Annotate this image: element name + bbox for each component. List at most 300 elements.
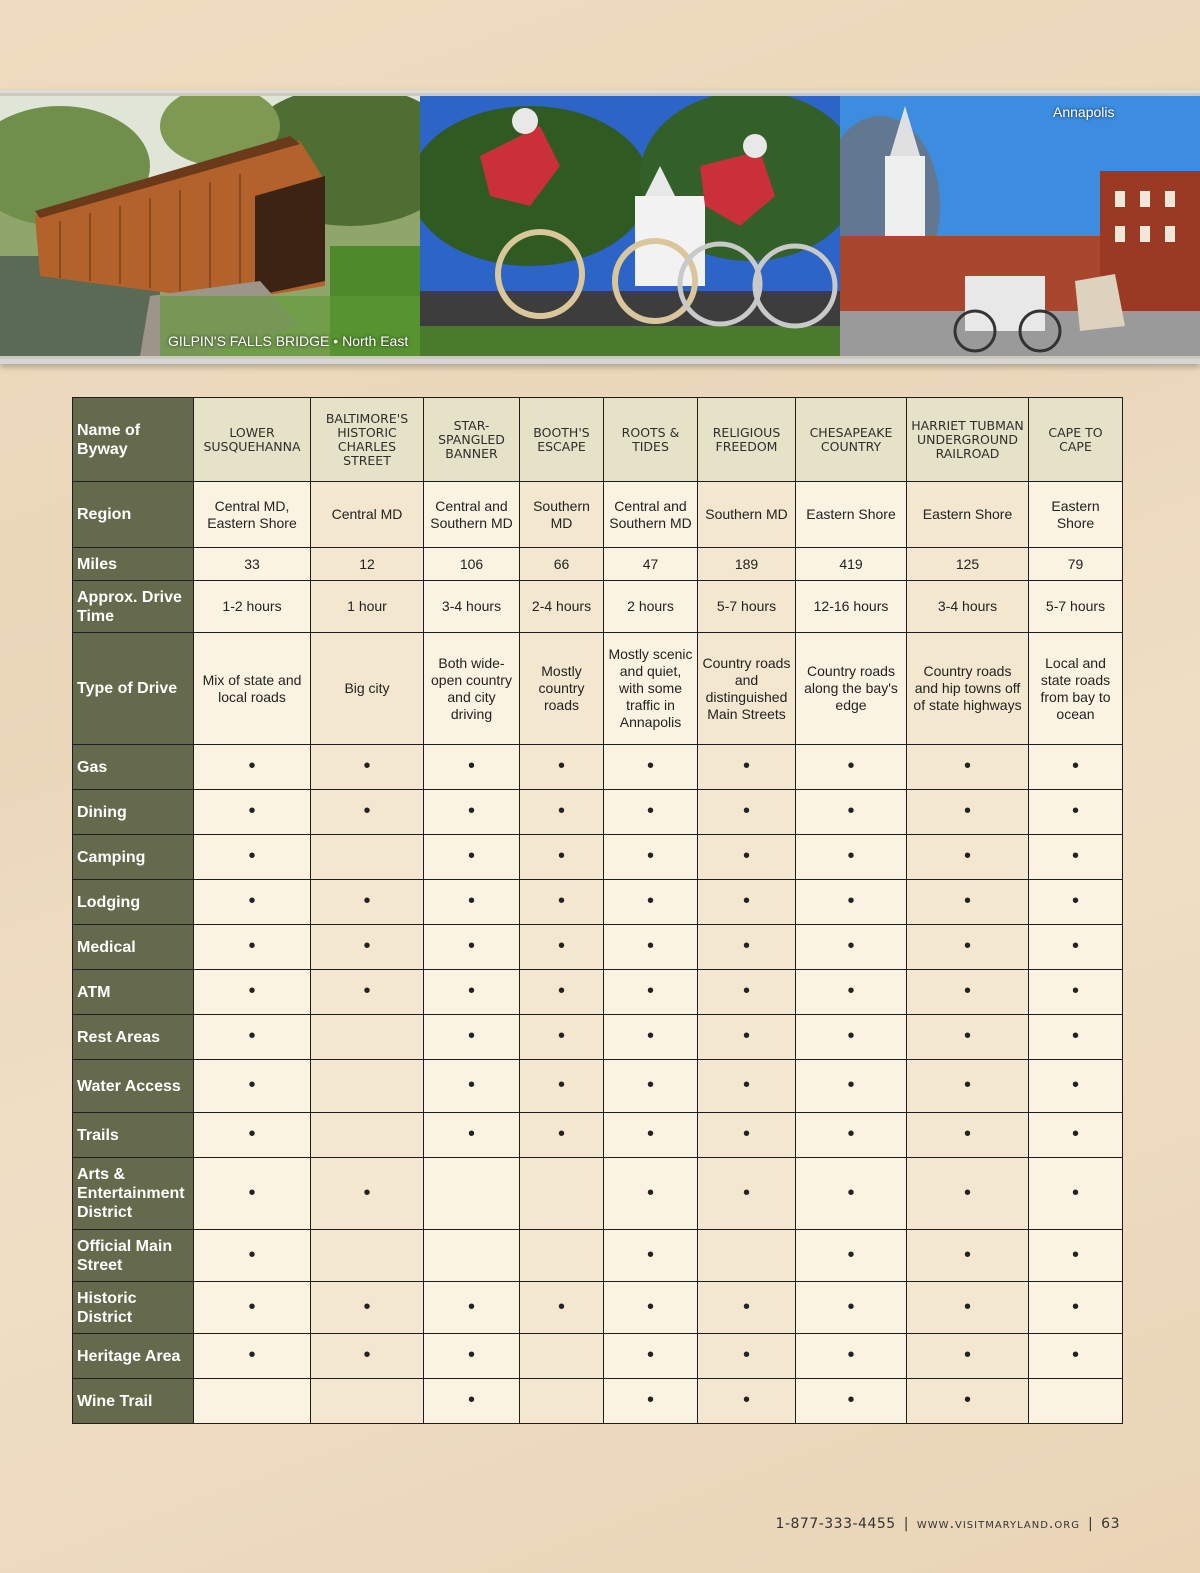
table-cell — [424, 1158, 520, 1230]
cyclists-photo — [420, 96, 840, 356]
table-cell — [424, 880, 520, 925]
row-medical — [73, 925, 1123, 970]
row-trails — [73, 1113, 1123, 1158]
available-bullet: • — [557, 755, 565, 777]
row-label: Dining — [73, 790, 194, 835]
row-water-access — [73, 1060, 1123, 1113]
table-cell — [520, 970, 604, 1015]
available-bullet: • — [646, 1344, 654, 1366]
available-bullet: • — [467, 755, 475, 777]
footer-separator: | — [903, 1516, 909, 1532]
table-cell — [604, 1015, 698, 1060]
table-cell — [1029, 925, 1123, 970]
table-cell — [424, 1282, 520, 1334]
phone-number: 1-877-333-4455 — [775, 1516, 896, 1532]
available-bullet: • — [646, 1074, 654, 1096]
table-cell — [604, 745, 698, 790]
table-cell — [1029, 1282, 1123, 1334]
table-cell — [194, 1379, 311, 1424]
available-bullet: • — [646, 755, 654, 777]
table-cell — [907, 925, 1029, 970]
table-cell: Eastern Shore — [907, 482, 1029, 548]
available-bullet: • — [847, 1123, 855, 1145]
available-bullet: • — [248, 755, 256, 777]
byway-star-spangled-banner: STAR-SPANGLED BANNER — [424, 398, 520, 482]
table-cell — [311, 925, 424, 970]
table-cell — [311, 1379, 424, 1424]
available-bullet: • — [646, 1389, 654, 1411]
table-cell — [604, 1379, 698, 1424]
available-bullet: • — [363, 1181, 371, 1204]
available-bullet: • — [742, 1389, 750, 1411]
available-bullet: • — [742, 755, 750, 777]
row-miles — [73, 548, 1123, 581]
annapolis-caption: Annapolis — [1053, 104, 1115, 120]
bridge-caption: GILPIN'S FALLS BRIDGE • North East — [168, 333, 409, 349]
available-bullet: • — [847, 890, 855, 912]
available-bullet: • — [1071, 1123, 1079, 1145]
table-cell — [604, 925, 698, 970]
available-bullet: • — [248, 980, 256, 1002]
available-bullet: • — [847, 800, 855, 822]
table-cell: Local and state roads from bay to ocean — [1029, 633, 1123, 745]
row-label: Rest Areas — [73, 1015, 194, 1060]
available-bullet: • — [963, 1074, 971, 1096]
table-cell — [194, 1282, 311, 1334]
available-bullet: • — [742, 1181, 750, 1204]
website-url: www.visitmaryland.org — [916, 1516, 1080, 1532]
table-cell: 125 — [907, 548, 1029, 581]
header-row — [73, 398, 1123, 482]
table-cell — [698, 1158, 796, 1230]
table-cell — [907, 1060, 1029, 1113]
table-cell: Eastern Shore — [1029, 482, 1123, 548]
table-cell — [424, 1015, 520, 1060]
table-cell — [194, 1158, 311, 1230]
table-cell — [698, 1282, 796, 1334]
row-label: Region — [73, 482, 194, 548]
table-cell — [424, 1060, 520, 1113]
table-cell — [698, 880, 796, 925]
available-bullet: • — [963, 980, 971, 1002]
table-cell — [194, 1113, 311, 1158]
row-label: Approx. Drive Time — [73, 581, 194, 633]
available-bullet: • — [742, 980, 750, 1002]
table-cell — [424, 970, 520, 1015]
table-cell — [796, 925, 907, 970]
available-bullet: • — [963, 1181, 971, 1204]
row-label: Type of Drive — [73, 633, 194, 745]
table-cell: Central and Southern MD — [424, 482, 520, 548]
table-cell — [311, 1158, 424, 1230]
table-cell: Mostly scenic and quiet, with some traffic in Annapolis — [604, 633, 698, 745]
table-cell — [311, 1015, 424, 1060]
available-bullet: • — [742, 1344, 750, 1366]
available-bullet: • — [363, 1344, 371, 1366]
table-cell — [1029, 880, 1123, 925]
available-bullet: • — [963, 1123, 971, 1145]
table-cell — [604, 1230, 698, 1282]
available-bullet: • — [557, 1074, 565, 1096]
available-bullet: • — [963, 935, 971, 957]
available-bullet: • — [1071, 1025, 1079, 1047]
row-label: Medical — [73, 925, 194, 970]
row-label: ATM — [73, 970, 194, 1015]
available-bullet: • — [742, 800, 750, 822]
footer-separator: | — [1087, 1516, 1094, 1532]
available-bullet: • — [742, 1074, 750, 1096]
table-cell — [796, 1334, 907, 1379]
row-historic-district — [73, 1282, 1123, 1334]
table-cell — [194, 1015, 311, 1060]
table-cell — [907, 1379, 1029, 1424]
byway-cape-to-cape: CAPE TO CAPE — [1029, 398, 1123, 482]
row-region — [73, 482, 1123, 548]
available-bullet: • — [963, 845, 971, 867]
table-cell — [194, 790, 311, 835]
row-label: Trails — [73, 1113, 194, 1158]
available-bullet: • — [248, 845, 256, 867]
table-cell: Central MD, Eastern Shore — [194, 482, 311, 548]
table-cell: Eastern Shore — [796, 482, 907, 548]
row-label: Historic District — [73, 1282, 194, 1334]
byway-charles-street: BALTIMORE'S HISTORIC CHARLES STREET — [311, 398, 424, 482]
table-cell — [796, 1158, 907, 1230]
row-wine-trail — [73, 1379, 1123, 1424]
table-cell: Southern MD — [520, 482, 604, 548]
table-cell — [604, 1158, 698, 1230]
row-label: Arts & Entertainment District — [73, 1158, 194, 1230]
table-cell: Both wide-open country and city driving — [424, 633, 520, 745]
available-bullet: • — [742, 1123, 750, 1145]
row-label: Heritage Area — [73, 1334, 194, 1379]
annapolis-photo — [840, 96, 1200, 356]
row-label: Wine Trail — [73, 1379, 194, 1424]
available-bullet: • — [363, 980, 371, 1002]
page-number: 63 — [1101, 1516, 1120, 1532]
available-bullet: • — [646, 1243, 654, 1266]
table-cell — [194, 835, 311, 880]
table-cell: 2 hours — [604, 581, 698, 633]
table-cell — [698, 835, 796, 880]
available-bullet: • — [557, 1025, 565, 1047]
table-cell — [796, 1230, 907, 1282]
table-cell — [424, 1230, 520, 1282]
table-cell — [604, 1113, 698, 1158]
table-cell — [520, 1158, 604, 1230]
row-label: Camping — [73, 835, 194, 880]
available-bullet: • — [646, 980, 654, 1002]
available-bullet: • — [248, 1123, 256, 1145]
available-bullet: • — [557, 845, 565, 867]
available-bullet: • — [963, 1295, 971, 1318]
table-cell — [907, 880, 1029, 925]
byway-religious-freedom: RELIGIOUS FREEDOM — [698, 398, 796, 482]
table-cell — [520, 1015, 604, 1060]
available-bullet: • — [467, 845, 475, 867]
table-cell — [520, 1379, 604, 1424]
row-rest-areas — [73, 1015, 1123, 1060]
byway-harriet-tubman: HARRIET TUBMAN UNDERGROUND RAILROAD — [907, 398, 1029, 482]
available-bullet: • — [248, 1074, 256, 1096]
table-cell: Big city — [311, 633, 424, 745]
table-cell — [424, 790, 520, 835]
available-bullet: • — [847, 1295, 855, 1318]
table-cell — [907, 1015, 1029, 1060]
table-cell — [194, 1334, 311, 1379]
table-cell — [1029, 835, 1123, 880]
row-label: Water Access — [73, 1060, 194, 1113]
available-bullet: • — [248, 800, 256, 822]
table-cell — [424, 835, 520, 880]
table-cell — [604, 790, 698, 835]
table-cell: Central and Southern MD — [604, 482, 698, 548]
table-cell: Central MD — [311, 482, 424, 548]
table-cell — [698, 925, 796, 970]
table-cell — [194, 880, 311, 925]
available-bullet: • — [248, 1181, 256, 1204]
available-bullet: • — [963, 1243, 971, 1266]
available-bullet: • — [467, 1344, 475, 1366]
row-gas — [73, 745, 1123, 790]
table-cell — [907, 745, 1029, 790]
photo-band — [0, 90, 1200, 364]
row-official-main-street — [73, 1230, 1123, 1282]
available-bullet: • — [557, 800, 565, 822]
available-bullet: • — [646, 1295, 654, 1318]
table-cell — [311, 970, 424, 1015]
available-bullet: • — [963, 890, 971, 912]
byway-booths-escape: BOOTH'S ESCAPE — [520, 398, 604, 482]
table-cell — [796, 1060, 907, 1113]
table-cell — [907, 1282, 1029, 1334]
available-bullet: • — [557, 935, 565, 957]
table-cell — [424, 1113, 520, 1158]
available-bullet: • — [467, 1074, 475, 1096]
table-cell: 189 — [698, 548, 796, 581]
available-bullet: • — [467, 935, 475, 957]
table-cell: 47 — [604, 548, 698, 581]
table-cell — [311, 745, 424, 790]
row-camping — [73, 835, 1123, 880]
table-cell — [520, 880, 604, 925]
table-cell — [194, 970, 311, 1015]
table-cell — [796, 790, 907, 835]
table-cell — [311, 835, 424, 880]
table-cell — [311, 880, 424, 925]
table-cell — [698, 1379, 796, 1424]
table-cell — [604, 1282, 698, 1334]
available-bullet: • — [467, 800, 475, 822]
table-cell: Country roads and distinguished Main Streets — [698, 633, 796, 745]
available-bullet: • — [646, 1181, 654, 1204]
table-cell: 1-2 hours — [194, 581, 311, 633]
table-cell — [698, 1060, 796, 1113]
table-cell: 106 — [424, 548, 520, 581]
table-cell: 33 — [194, 548, 311, 581]
table-cell — [194, 925, 311, 970]
row-arts-entertainment-district — [73, 1158, 1123, 1230]
table-cell — [796, 1379, 907, 1424]
available-bullet: • — [1071, 1344, 1079, 1366]
table-cell — [907, 790, 1029, 835]
available-bullet: • — [847, 935, 855, 957]
available-bullet: • — [363, 935, 371, 957]
available-bullet: • — [467, 890, 475, 912]
available-bullet: • — [467, 1389, 475, 1411]
table-cell: Country roads and hip towns off of state highways — [907, 633, 1029, 745]
available-bullet: • — [742, 1295, 750, 1318]
table-cell — [1029, 970, 1123, 1015]
table-cell — [194, 1060, 311, 1113]
available-bullet: • — [847, 1243, 855, 1266]
byway-chesapeake-country: CHESAPEAKE COUNTRY — [796, 398, 907, 482]
available-bullet: • — [646, 1025, 654, 1047]
page-footer — [776, 1516, 1120, 1532]
available-bullet: • — [963, 1025, 971, 1047]
available-bullet: • — [646, 890, 654, 912]
available-bullet: • — [248, 1295, 256, 1318]
row-label: Gas — [73, 745, 194, 790]
table-cell — [796, 745, 907, 790]
table-cell — [194, 1230, 311, 1282]
covered-bridge-photo — [0, 96, 420, 356]
table-cell: Southern MD — [698, 482, 796, 548]
available-bullet: • — [1071, 845, 1079, 867]
row-label: Official Main Street — [73, 1230, 194, 1282]
table-cell — [520, 1282, 604, 1334]
available-bullet: • — [363, 1295, 371, 1318]
available-bullet: • — [363, 890, 371, 912]
table-cell: 12-16 hours — [796, 581, 907, 633]
table-cell — [796, 880, 907, 925]
available-bullet: • — [1071, 1074, 1079, 1096]
table-cell: 1 hour — [311, 581, 424, 633]
table-cell — [1029, 1060, 1123, 1113]
table-cell — [796, 970, 907, 1015]
table-cell — [796, 1282, 907, 1334]
table-cell — [907, 1334, 1029, 1379]
available-bullet: • — [1071, 935, 1079, 957]
available-bullet: • — [557, 980, 565, 1002]
table-cell — [1029, 1015, 1123, 1060]
available-bullet: • — [646, 800, 654, 822]
available-bullet: • — [248, 1344, 256, 1366]
table-cell — [698, 970, 796, 1015]
table-cell — [520, 1230, 604, 1282]
row-atm — [73, 970, 1123, 1015]
available-bullet: • — [1071, 1243, 1079, 1266]
available-bullet: • — [363, 800, 371, 822]
table-cell — [698, 1334, 796, 1379]
available-bullet: • — [847, 845, 855, 867]
table-cell: Mostly country roads — [520, 633, 604, 745]
table-cell — [520, 835, 604, 880]
available-bullet: • — [557, 890, 565, 912]
table-cell — [311, 1060, 424, 1113]
table-cell — [1029, 790, 1123, 835]
byway-lower-susquehanna: LOWER SUSQUEHANNA — [194, 398, 311, 482]
row-dining — [73, 790, 1123, 835]
table-cell: Mix of state and local roads — [194, 633, 311, 745]
row-heritage-area — [73, 1334, 1123, 1379]
table-cell — [520, 745, 604, 790]
available-bullet: • — [248, 890, 256, 912]
available-bullet: • — [847, 1074, 855, 1096]
row-type-of-drive — [73, 633, 1123, 745]
corner-label: Name of Byway — [73, 398, 194, 482]
table-cell — [698, 745, 796, 790]
table-cell — [311, 1230, 424, 1282]
available-bullet: • — [248, 1025, 256, 1047]
table-cell: 12 — [311, 548, 424, 581]
table-cell: 79 — [1029, 548, 1123, 581]
available-bullet: • — [646, 935, 654, 957]
row-label: Lodging — [73, 880, 194, 925]
table-cell — [520, 1060, 604, 1113]
available-bullet: • — [847, 980, 855, 1002]
available-bullet: • — [963, 1344, 971, 1366]
table-cell: 66 — [520, 548, 604, 581]
table-cell — [907, 1113, 1029, 1158]
available-bullet: • — [363, 755, 371, 777]
table-cell — [520, 925, 604, 970]
table-cell: 3-4 hours — [424, 581, 520, 633]
byway-comparison-table — [72, 397, 1123, 1424]
available-bullet: • — [557, 1295, 565, 1318]
row-approx-drive-time — [73, 581, 1123, 633]
table-cell — [1029, 1113, 1123, 1158]
available-bullet: • — [847, 1389, 855, 1411]
available-bullet: • — [467, 1295, 475, 1318]
table-cell — [520, 790, 604, 835]
available-bullet: • — [467, 1123, 475, 1145]
available-bullet: • — [1071, 800, 1079, 822]
available-bullet: • — [742, 935, 750, 957]
table-cell — [907, 1158, 1029, 1230]
available-bullet: • — [248, 935, 256, 957]
table-cell — [796, 1113, 907, 1158]
table-cell — [796, 1015, 907, 1060]
table-cell — [907, 1230, 1029, 1282]
available-bullet: • — [1071, 890, 1079, 912]
available-bullet: • — [847, 755, 855, 777]
available-bullet: • — [467, 1025, 475, 1047]
table-cell — [604, 1060, 698, 1113]
table-cell — [698, 1230, 796, 1282]
byway-roots-and-tides: ROOTS & TIDES — [604, 398, 698, 482]
table-cell — [1029, 1230, 1123, 1282]
available-bullet: • — [1071, 1181, 1079, 1204]
table-cell: 5-7 hours — [698, 581, 796, 633]
table-cell: 3-4 hours — [907, 581, 1029, 633]
table-cell — [698, 790, 796, 835]
table-cell — [520, 1113, 604, 1158]
available-bullet: • — [467, 980, 475, 1002]
available-bullet: • — [1071, 755, 1079, 777]
table-cell — [311, 1282, 424, 1334]
available-bullet: • — [742, 890, 750, 912]
table-cell — [604, 1334, 698, 1379]
table-cell — [194, 745, 311, 790]
row-lodging — [73, 880, 1123, 925]
row-label: Miles — [73, 548, 194, 581]
table-cell — [698, 1015, 796, 1060]
table-cell — [311, 1113, 424, 1158]
table-cell — [907, 835, 1029, 880]
table-cell — [424, 925, 520, 970]
table-cell — [424, 1379, 520, 1424]
